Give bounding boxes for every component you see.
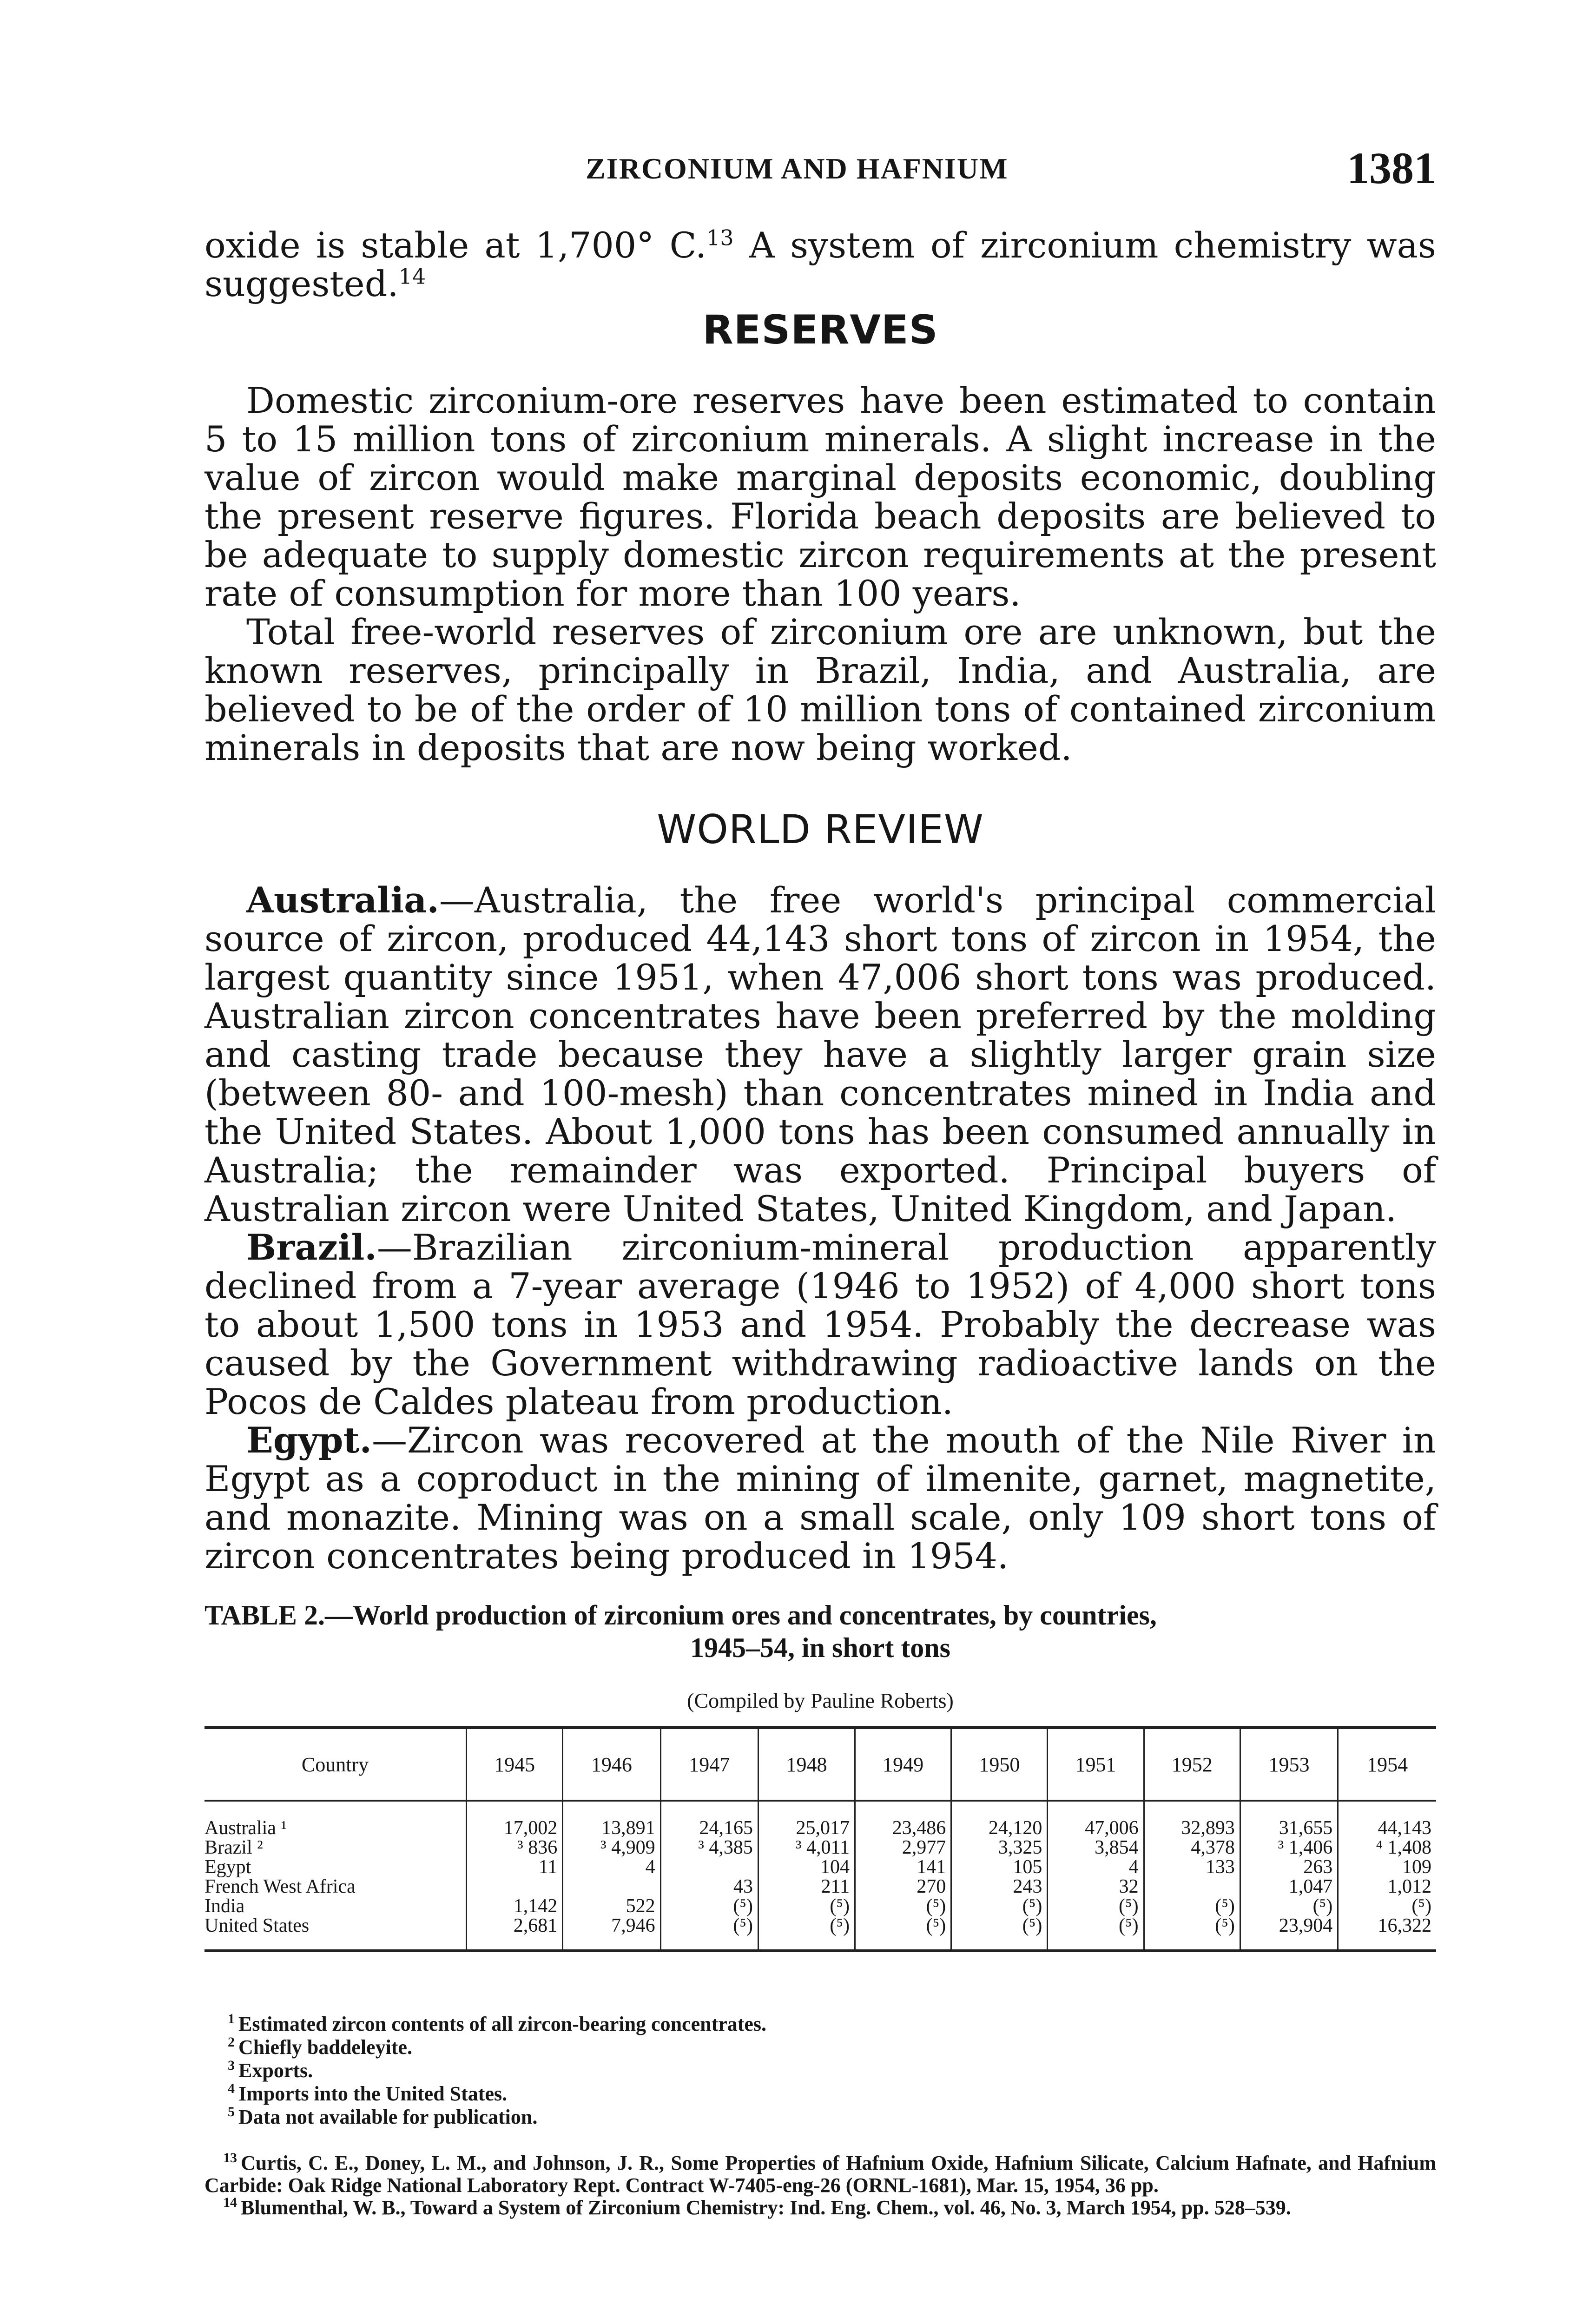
table-cell: (⁵) bbox=[951, 1896, 1048, 1916]
table-cell: (⁵) bbox=[758, 1896, 855, 1916]
table-cell: 24,165 bbox=[660, 1801, 758, 1838]
egypt-paragraph bbox=[204, 1421, 1436, 1575]
reference-mark: 13 bbox=[223, 2150, 237, 2166]
table-cell: 16,322 bbox=[1338, 1916, 1436, 1951]
brazil-text: —Brazilian zirconium-mineral production apparently declined from a 7-year average (1946 to 1952) of 4,000 short tons to about 1,500 tons in 1953 and 1954. Probably the decrease was caused by the Government withdrawing radioactive lands on the Pocos de Caldes plateau from production. bbox=[204, 1227, 1436, 1422]
australia-text: —Australia, the free world's principal commercial source of zircon, produced 44,143 short tons of zircon in 1954, the largest quantity since 1951, when 47,006 short tons was produced. Australian zircon concentrates have been preferred by the molding and casting trade because they have a slightly larger grain size (between 80- and 100-mesh) than concentrates mined in India and the United States. About 1,000 tons has been consumed annually in Australia; the remainder was exported. Principal buyers of Australian zircon were United States, United Kingdom, and Japan. bbox=[204, 879, 1436, 1229]
footnote-text: Data not available for publication. bbox=[238, 2106, 538, 2128]
table-cell: 3,854 bbox=[1048, 1838, 1144, 1857]
table-cell: 23,486 bbox=[855, 1801, 951, 1838]
column-header: 1945 bbox=[467, 1728, 563, 1801]
table-row bbox=[204, 1916, 1436, 1951]
intro-text-a: oxide is stable at 1,700° C. bbox=[204, 224, 707, 266]
table-cell: (⁵) bbox=[1144, 1916, 1240, 1951]
table-cell: (⁵) bbox=[855, 1916, 951, 1951]
table-cell: ³ 4,385 bbox=[660, 1838, 758, 1857]
egypt-text: —Zircon was recovered at the mouth of the Nile River in Egypt as a coproduct in the mining of ilmenite, garnet, magnetite, and monazite. Mining was on a small scale, only 109 short tons of zircon concentrates being produced in 1954. bbox=[204, 1419, 1436, 1577]
table-cell: 211 bbox=[758, 1877, 855, 1896]
footnote-mark: 2 bbox=[228, 2034, 235, 2050]
table-cell: 44,143 bbox=[1338, 1801, 1436, 1838]
table-cell: 47,006 bbox=[1048, 1801, 1144, 1838]
table-cell: 25,017 bbox=[758, 1801, 855, 1838]
table-cell: 13,891 bbox=[563, 1801, 660, 1838]
table-row bbox=[204, 1838, 1436, 1857]
table-cell: 4 bbox=[1048, 1857, 1144, 1877]
table-header-row bbox=[204, 1728, 1436, 1801]
table-caption bbox=[204, 1599, 1436, 1664]
table-cell bbox=[1144, 1877, 1240, 1896]
column-header: 1949 bbox=[855, 1728, 951, 1801]
column-header: 1950 bbox=[951, 1728, 1048, 1801]
table-cell: 2,681 bbox=[467, 1916, 563, 1951]
table-cell: 31,655 bbox=[1240, 1801, 1338, 1838]
footnote-text: Chiefly baddeleyite. bbox=[238, 2036, 412, 2059]
footnote-text: Estimated zircon contents of all zircon-bearing concentrates. bbox=[238, 2013, 767, 2035]
reference-14 bbox=[204, 2197, 1436, 2219]
footnote-mark: 1 bbox=[228, 2011, 235, 2027]
page-number: 1381 bbox=[1347, 143, 1436, 193]
reference-text: Blumenthal, W. B., Toward a System of Zirconium Chemistry: Ind. Eng. Chem., vol. 46, No. 3, March 1954, pp. 528–539. bbox=[241, 2196, 1291, 2219]
table-cell: 133 bbox=[1144, 1857, 1240, 1877]
reserves-section bbox=[204, 381, 1436, 767]
table-cell: 1,012 bbox=[1338, 1877, 1436, 1896]
table-cell: 1,047 bbox=[1240, 1877, 1338, 1896]
table-footnotes bbox=[204, 2013, 1436, 2129]
table-cell: 105 bbox=[951, 1857, 1048, 1877]
column-header: 1947 bbox=[660, 1728, 758, 1801]
table-row bbox=[204, 1877, 1436, 1896]
footnote-text: Exports. bbox=[238, 2059, 313, 2082]
table-cell: (⁵) bbox=[855, 1896, 951, 1916]
column-header: 1951 bbox=[1048, 1728, 1144, 1801]
brazil-lead: Brazil. bbox=[246, 1227, 377, 1268]
australia-paragraph bbox=[204, 881, 1436, 1228]
table-cell: Australia ¹ bbox=[204, 1817, 287, 1839]
reserves-paragraph-1: Domestic zirconium-ore reserves have been estimated to contain 5 to 15 million tons of zirconium minerals. A slight increase in the value of zircon would make marginal deposits economic, doubling the present reserve figures. Florida beach deposits are believed to be adequate to supply domestic zircon requirements at the present rate of consumption for more than 100 years. bbox=[204, 380, 1436, 614]
table-cell: 270 bbox=[855, 1877, 951, 1896]
column-header: 1946 bbox=[563, 1728, 660, 1801]
table-cell: 243 bbox=[951, 1877, 1048, 1896]
table-cell: 11 bbox=[467, 1857, 563, 1877]
table-cell: 1,142 bbox=[467, 1896, 563, 1916]
reference-mark: 14 bbox=[223, 2195, 237, 2211]
footnote-text: Imports into the United States. bbox=[238, 2082, 508, 2105]
footnote-mark: 3 bbox=[228, 2058, 235, 2073]
reserves-paragraph-2: Total free-world reserves of zirconium ore are unknown, but the known reserves, principally in Brazil, India, and Australia, are believed to be of the order of 10 million tons of contained zirconium minerals in deposits that are now being worked. bbox=[204, 611, 1436, 768]
table-cell: French West Africa bbox=[204, 1876, 356, 1897]
intro-text-b: A system of zirconium chemistry was suggested. bbox=[204, 224, 1436, 304]
reference-text: Curtis, C. E., Doney, L. M., and Johnson, J. R., Some Properties of Hafnium Oxide, Hafnium Silicate, Calcium Hafnate, and Hafnium Carbide: Oak Ridge National Laboratory Rept. Contract W-7405-eng-26 (ORNL-1681), Mar. 15, 1954, 36 pp. bbox=[204, 2152, 1436, 2197]
table-cell: 43 bbox=[660, 1877, 758, 1896]
table-cell: 263 bbox=[1240, 1857, 1338, 1877]
reserves-heading: RESERVES bbox=[702, 307, 938, 353]
table-cell: (⁵) bbox=[660, 1916, 758, 1951]
footnote-mark: 5 bbox=[228, 2104, 235, 2120]
table-cell: 23,904 bbox=[1240, 1916, 1338, 1951]
table-caption-line-1: TABLE 2.—World production of zirconium ores and concentrates, by countries, bbox=[204, 1600, 1157, 1631]
brazil-paragraph bbox=[204, 1228, 1436, 1421]
table-cell bbox=[660, 1857, 758, 1877]
table-cell: ³ 1,406 bbox=[1240, 1838, 1338, 1857]
table-cell: 522 bbox=[563, 1896, 660, 1916]
table-cell: ⁴ 1,408 bbox=[1338, 1838, 1436, 1857]
running-title: ZIRCONIUM AND HAFNIUM bbox=[586, 152, 1009, 185]
footnote-mark: 4 bbox=[228, 2081, 235, 2097]
column-header: 1952 bbox=[1144, 1728, 1240, 1801]
intro-paragraph bbox=[204, 226, 1436, 303]
table-cell: (⁵) bbox=[1144, 1896, 1240, 1916]
production-table-wrapper bbox=[204, 1726, 1436, 1952]
column-header: 1948 bbox=[758, 1728, 855, 1801]
footnote-ref-14: 14 bbox=[398, 264, 426, 289]
table-cell: Egypt bbox=[204, 1856, 251, 1878]
table-cell: ³ 4,011 bbox=[758, 1838, 855, 1857]
table-cell bbox=[563, 1877, 660, 1896]
table-cell bbox=[467, 1877, 563, 1896]
world-review-heading: WORLD REVIEW bbox=[657, 806, 984, 853]
table-cell: 24,120 bbox=[951, 1801, 1048, 1838]
table-cell: (⁵) bbox=[1048, 1896, 1144, 1916]
world-review-section bbox=[204, 881, 1436, 1575]
production-table bbox=[204, 1726, 1436, 1952]
footnote-ref-13: 13 bbox=[706, 225, 734, 251]
table-cell: 109 bbox=[1338, 1857, 1436, 1877]
column-header: 1953 bbox=[1240, 1728, 1338, 1801]
table-footnote bbox=[204, 2106, 1436, 2129]
table-cell: 4,378 bbox=[1144, 1838, 1240, 1857]
table-cell: 104 bbox=[758, 1857, 855, 1877]
table-cell: 32,893 bbox=[1144, 1801, 1240, 1838]
table-cell: 4 bbox=[563, 1857, 660, 1877]
table-cell: 17,002 bbox=[467, 1801, 563, 1838]
table-footnote bbox=[204, 2082, 1436, 2106]
table-footnote bbox=[204, 2013, 1436, 2036]
table-row bbox=[204, 1801, 1436, 1838]
table-cell: ³ 836 bbox=[467, 1838, 563, 1857]
table-cell: (⁵) bbox=[1048, 1916, 1144, 1951]
page-header bbox=[204, 142, 1436, 193]
table-footnote bbox=[204, 2059, 1436, 2082]
table-cell: 32 bbox=[1048, 1877, 1144, 1896]
egypt-lead: Egypt. bbox=[246, 1419, 372, 1461]
column-header: Country bbox=[204, 1728, 467, 1801]
table-row bbox=[204, 1857, 1436, 1877]
table-cell: (⁵) bbox=[1240, 1896, 1338, 1916]
table-compiled-by: (Compiled by Pauline Roberts) bbox=[687, 1689, 954, 1712]
table-cell: 141 bbox=[855, 1857, 951, 1877]
column-header: 1954 bbox=[1338, 1728, 1436, 1801]
table-footnote bbox=[204, 2036, 1436, 2059]
table-caption-line-2: 1945–54, in short tons bbox=[690, 1632, 951, 1663]
table-cell: United States bbox=[204, 1915, 310, 1936]
table-cell: Brazil ² bbox=[204, 1837, 263, 1858]
table-cell: (⁵) bbox=[660, 1896, 758, 1916]
table-cell: India bbox=[204, 1895, 245, 1917]
reference-13 bbox=[204, 2152, 1436, 2197]
table-cell: (⁵) bbox=[951, 1916, 1048, 1951]
page-references bbox=[204, 2152, 1436, 2219]
table-cell: (⁵) bbox=[758, 1916, 855, 1951]
table-cell: 3,325 bbox=[951, 1838, 1048, 1857]
table-cell: 7,946 bbox=[563, 1916, 660, 1951]
australia-lead: Australia. bbox=[246, 879, 439, 921]
table-cell: ³ 4,909 bbox=[563, 1838, 660, 1857]
table-cell: 2,977 bbox=[855, 1838, 951, 1857]
table-cell: (⁵) bbox=[1338, 1896, 1436, 1916]
table-row bbox=[204, 1896, 1436, 1916]
